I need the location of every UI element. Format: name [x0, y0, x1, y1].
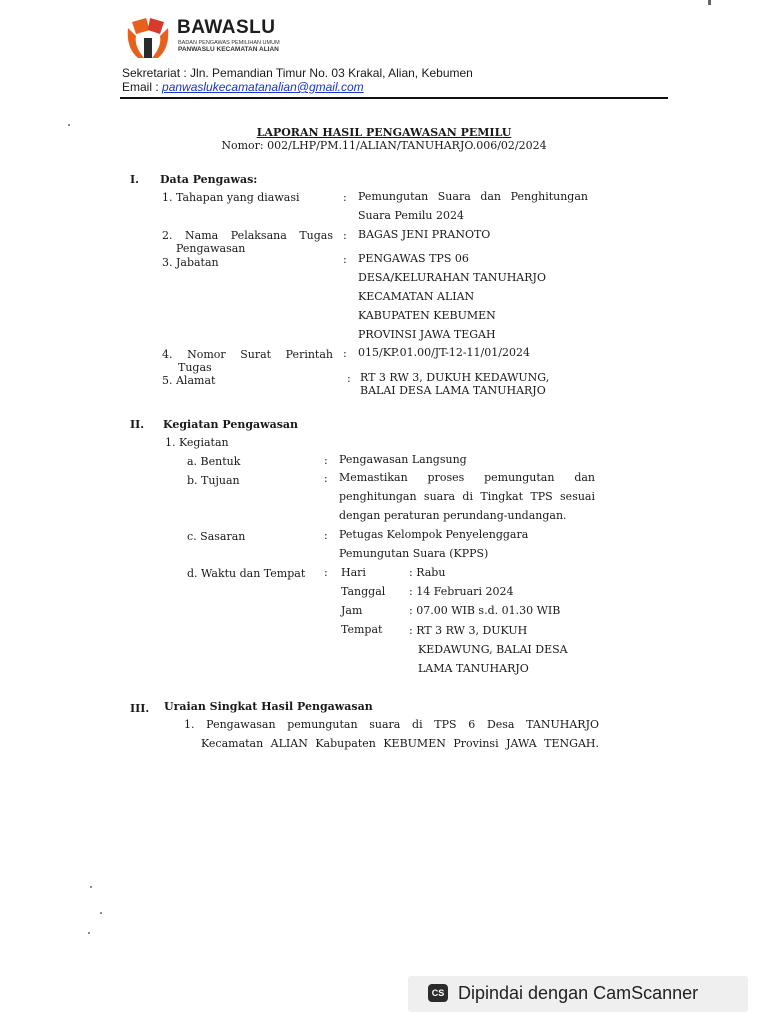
scan-speck [90, 886, 92, 888]
section-1-heading: Data Pengawas: [160, 173, 258, 186]
scan-speck [100, 912, 102, 914]
uraian-item-1-line-2: Kecamatan ALIAN Kabupaten KEBUMEN Provinsi JAWA TENGAH. [201, 737, 599, 750]
item-3-value-line-5: PROVINSI JAWA TEGAH [358, 328, 496, 341]
colon: : [343, 347, 347, 360]
item-4-label-line-2: Tugas [178, 361, 212, 374]
kegiatan-label: 1. Kegiatan [165, 436, 229, 449]
bentuk-value: Pengawasan Langsung [339, 453, 467, 466]
tempat-value-line-3: LAMA TANUHARJO [418, 662, 529, 675]
tanggal-label: Tanggal [341, 585, 386, 598]
org-subtitle: BADAN PENGAWAS PEMILIHAN UMUM [178, 40, 280, 46]
item-1-label: 1. Tahapan yang diawasi [162, 191, 300, 204]
item-5-label: 5. Alamat [162, 374, 216, 387]
item-2-value: BAGAS JENI PRANOTO [358, 228, 491, 241]
email-link[interactable]: panwaslukecamatanalian@gmail.com [162, 80, 364, 94]
item-2-label-line-2: Pengawasan [176, 242, 246, 255]
section-2-numeral: II. [130, 418, 145, 431]
sasaran-label: c. Sasaran [187, 530, 246, 543]
tempat-label: Tempat [341, 623, 383, 636]
section-1-numeral: I. [130, 173, 139, 186]
colon: : [324, 529, 328, 542]
colon: : [343, 191, 347, 204]
uraian-item-1-line-1: 1. Pengawasan pemungutan suara di TPS 6 Desa TANUHARJO [184, 718, 599, 731]
colon: : [324, 472, 328, 485]
sasaran-value-line-2: Pemungutan Suara (KPPS) [339, 547, 489, 560]
org-name: BAWASLU [177, 17, 276, 38]
tujuan-value-line-2: penghitungan suara di Tingkat TPS sesuai [339, 490, 595, 503]
jam-value: : 07.00 WIB s.d. 01.30 WIB [409, 604, 561, 617]
email-label: Email : [122, 80, 163, 94]
address-line: Sekretariat : Jln. Pemandian Timur No. 03 Krakal, Alian, Kebumen [122, 66, 473, 80]
colon: : [343, 229, 347, 242]
sasaran-value-line-1: Petugas Kelompok Penyelenggara [339, 528, 529, 541]
scan-speck [708, 0, 711, 5]
item-3-value-line-4: KABUPATEN KEBUMEN [358, 309, 496, 322]
email-line [122, 80, 364, 94]
colon: : [343, 253, 347, 266]
report-number: Nomor: 002/LHP/PM.11/ALIAN/TANUHARJO.006/02/2024 [221, 139, 547, 152]
scan-speck [88, 932, 90, 934]
item-4-value: 015/KP.01.00/JT-12-11/01/2024 [358, 346, 530, 359]
colon: : [324, 454, 328, 467]
item-3-value-line-1: PENGAWAS TPS 06 [358, 252, 469, 265]
jam-label: Jam [341, 604, 363, 617]
item-3-label: 3. Jabatan [162, 256, 219, 269]
waktu-label: d. Waktu dan Tempat [187, 567, 306, 580]
tujuan-value-line-3: dengan peraturan perundang-undangan. [339, 509, 567, 522]
tempat-value-line-2: KEDAWUNG, BALAI DESA [418, 643, 568, 656]
item-5-value-line-1: RT 3 RW 3, DUKUH KEDAWUNG, [360, 371, 550, 384]
item-1-value-line-1: Pemungutan Suara dan Penghitungan [358, 190, 588, 203]
section-2-heading: Kegiatan Pengawasan [163, 418, 299, 431]
scan-speck [68, 124, 70, 126]
item-3-value-line-2: DESA/KELURAHAN TANUHARJO [358, 271, 546, 284]
bawaslu-logo-icon [124, 14, 172, 62]
tujuan-label: b. Tujuan [187, 474, 240, 487]
item-2-label-line-1: 2. Nama Pelaksana Tugas [162, 229, 333, 242]
tempat-value-line-1: : RT 3 RW 3, DUKUH [409, 624, 528, 637]
tujuan-value-line-1: Memastikan proses pemungutan dan [339, 471, 595, 484]
colon: : [324, 566, 328, 579]
bentuk-label: a. Bentuk [187, 455, 241, 468]
section-3-heading: Uraian Singkat Hasil Pengawasan [164, 700, 373, 713]
camscanner-logo-icon: CS [428, 984, 448, 1002]
report-title: LAPORAN HASIL PENGAWASAN PEMILU [256, 126, 512, 139]
item-5-value-line-2: BALAI DESA LAMA TANUHARJO [360, 384, 546, 397]
item-1-value-line-2: Suara Pemilu 2024 [358, 209, 464, 222]
section-3-numeral: III. [130, 702, 150, 715]
letterhead-divider [120, 97, 668, 99]
colon: : [347, 372, 351, 385]
hari-value: : Rabu [409, 566, 446, 579]
org-subtitle-2: PANWASLU KECAMATAN ALIAN [178, 46, 279, 53]
item-4-label-line-1: 4. Nomor Surat Perintah [162, 348, 333, 361]
hari-label: Hari [341, 566, 366, 579]
camscanner-text: Dipindai dengan CamScanner [458, 983, 699, 1003]
tanggal-value: : 14 Februari 2024 [409, 585, 514, 598]
item-3-value-line-3: KECAMATAN ALIAN [358, 290, 475, 303]
